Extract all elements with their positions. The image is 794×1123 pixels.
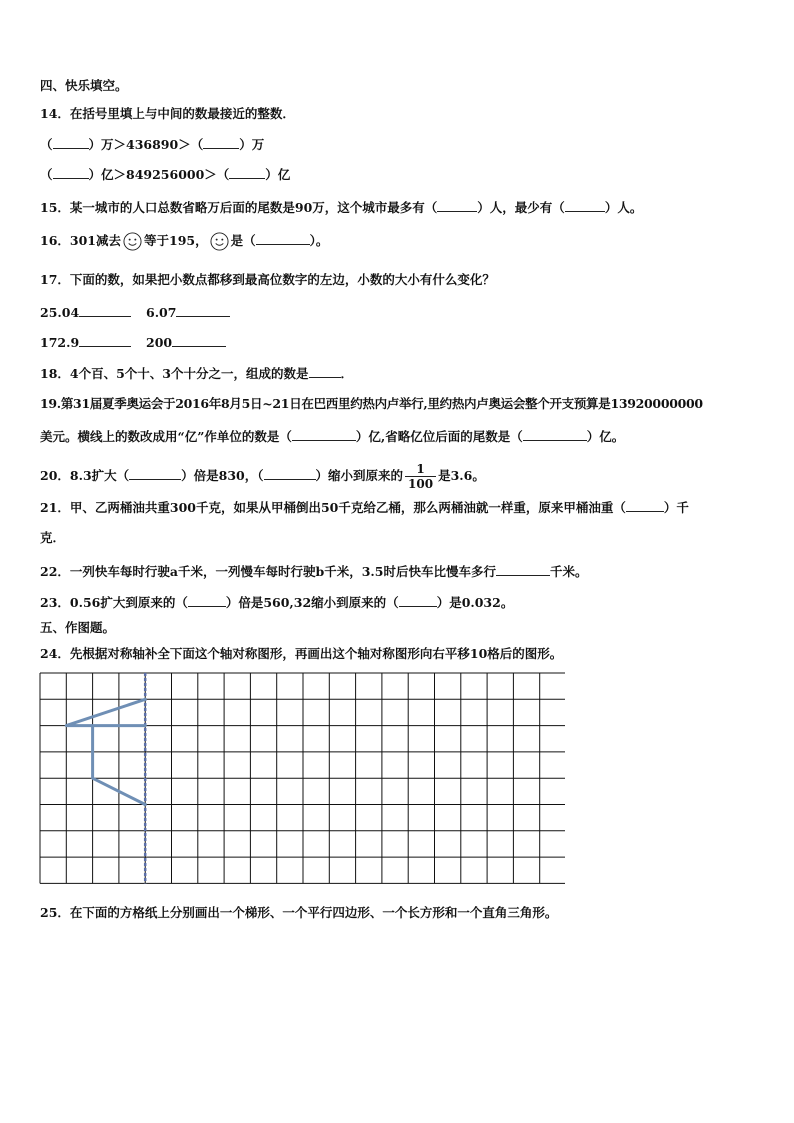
q16: 16．301减去 等于195， 是（ ）。 <box>40 232 328 251</box>
q17-row-1: 25.04 <box>40 304 131 321</box>
answer-blank[interactable] <box>437 199 477 212</box>
q21-line-2: 克． <box>40 530 66 545</box>
section-5-title: 五、作图题。 <box>40 620 116 635</box>
q17-row-2: 172.9 <box>40 334 131 351</box>
q21-line-1: 21．甲、乙两桶油共重300千克，如果从甲桶倒出50千克给乙桶，那么两桶油就一样重，原来甲桶油重（ ）千 <box>40 500 689 515</box>
q19-line-1: 19.第31届夏季奥运会于2016年8月5日~21日在巴西里约热内卢举行,里约热内卢奥运会整个开支预算是13920000000 <box>40 396 703 411</box>
answer-blank[interactable] <box>79 334 131 347</box>
q23: 23．0.56扩大到原来的（ ）倍是560,32缩小到原来的（ ）是0.032。 <box>40 595 514 610</box>
q20: 20．8.3扩大（ ）倍是830，（ ）缩小到原来的 $\frac{1}{100}$ 是3.6。 <box>40 462 485 491</box>
q17-stem: 17．下面的数，如果把小数点都移到最高位数字的左边，小数的大小有什么变化？ <box>40 272 495 287</box>
answer-blank[interactable] <box>256 232 310 245</box>
q24-stem: 24．先根据对称轴补全下面这个轴对称图形，再画出这个轴对称图形向右平移10格后的图形。 <box>40 646 563 661</box>
answer-blank[interactable] <box>53 136 89 149</box>
q17-row-1b: 6.07 <box>146 304 230 321</box>
q15: 15．某一城市的人口总数省略万后面的尾数是90万，这个城市最多有（ ）人，最少有（ ）人。 <box>40 200 643 215</box>
q14-line-2: （ ）亿＞849256000＞（ ）亿 <box>40 167 291 182</box>
answer-blank[interactable] <box>172 334 226 347</box>
q22: 22．一列快车每时行驶a千米，一列慢车每时行驶b千米，3.5时后快车比慢车多行 千米。 <box>40 564 588 579</box>
answer-blank[interactable] <box>264 467 316 480</box>
answer-blank[interactable] <box>229 166 265 179</box>
q14-line-1: （ ）万＞436890＞（ ）万 <box>40 137 265 152</box>
answer-blank[interactable] <box>176 304 230 317</box>
answer-blank[interactable] <box>53 166 89 179</box>
fraction: $\frac{1}{100}$ <box>405 462 436 491</box>
smiley-face-icon <box>210 232 229 251</box>
answer-blank[interactable] <box>309 365 341 378</box>
section-4-title: 四、快乐填空。 <box>40 78 128 93</box>
answer-blank[interactable] <box>203 136 239 149</box>
answer-blank[interactable] <box>399 594 437 607</box>
answer-blank[interactable] <box>79 304 131 317</box>
smiley-face-icon <box>123 232 142 251</box>
answer-blank[interactable] <box>523 428 587 441</box>
answer-blank[interactable] <box>565 199 605 212</box>
q18: 18．4个百、5个十、3个十分之一，组成的数是 ． <box>40 366 354 381</box>
answer-blank[interactable] <box>292 428 356 441</box>
answer-blank[interactable] <box>188 594 226 607</box>
q14-stem: 14．在括号里填上与中间的数最接近的整数． <box>40 106 295 121</box>
answer-blank[interactable] <box>496 563 550 576</box>
q25-stem: 25．在下面的方格纸上分别画出一个梯形、一个平行四边形、一个长方形和一个直角三角形。 <box>40 905 558 920</box>
q19-line-2: 美元。横线上的数改成用“亿”作单位的数是（ ）亿,省略亿位后面的尾数是（ ）亿。 <box>40 429 625 444</box>
answer-blank[interactable] <box>626 499 664 512</box>
q17-row-2b: 200 <box>146 334 226 351</box>
drawing-grid[interactable] <box>39 672 565 891</box>
answer-blank[interactable] <box>129 467 181 480</box>
